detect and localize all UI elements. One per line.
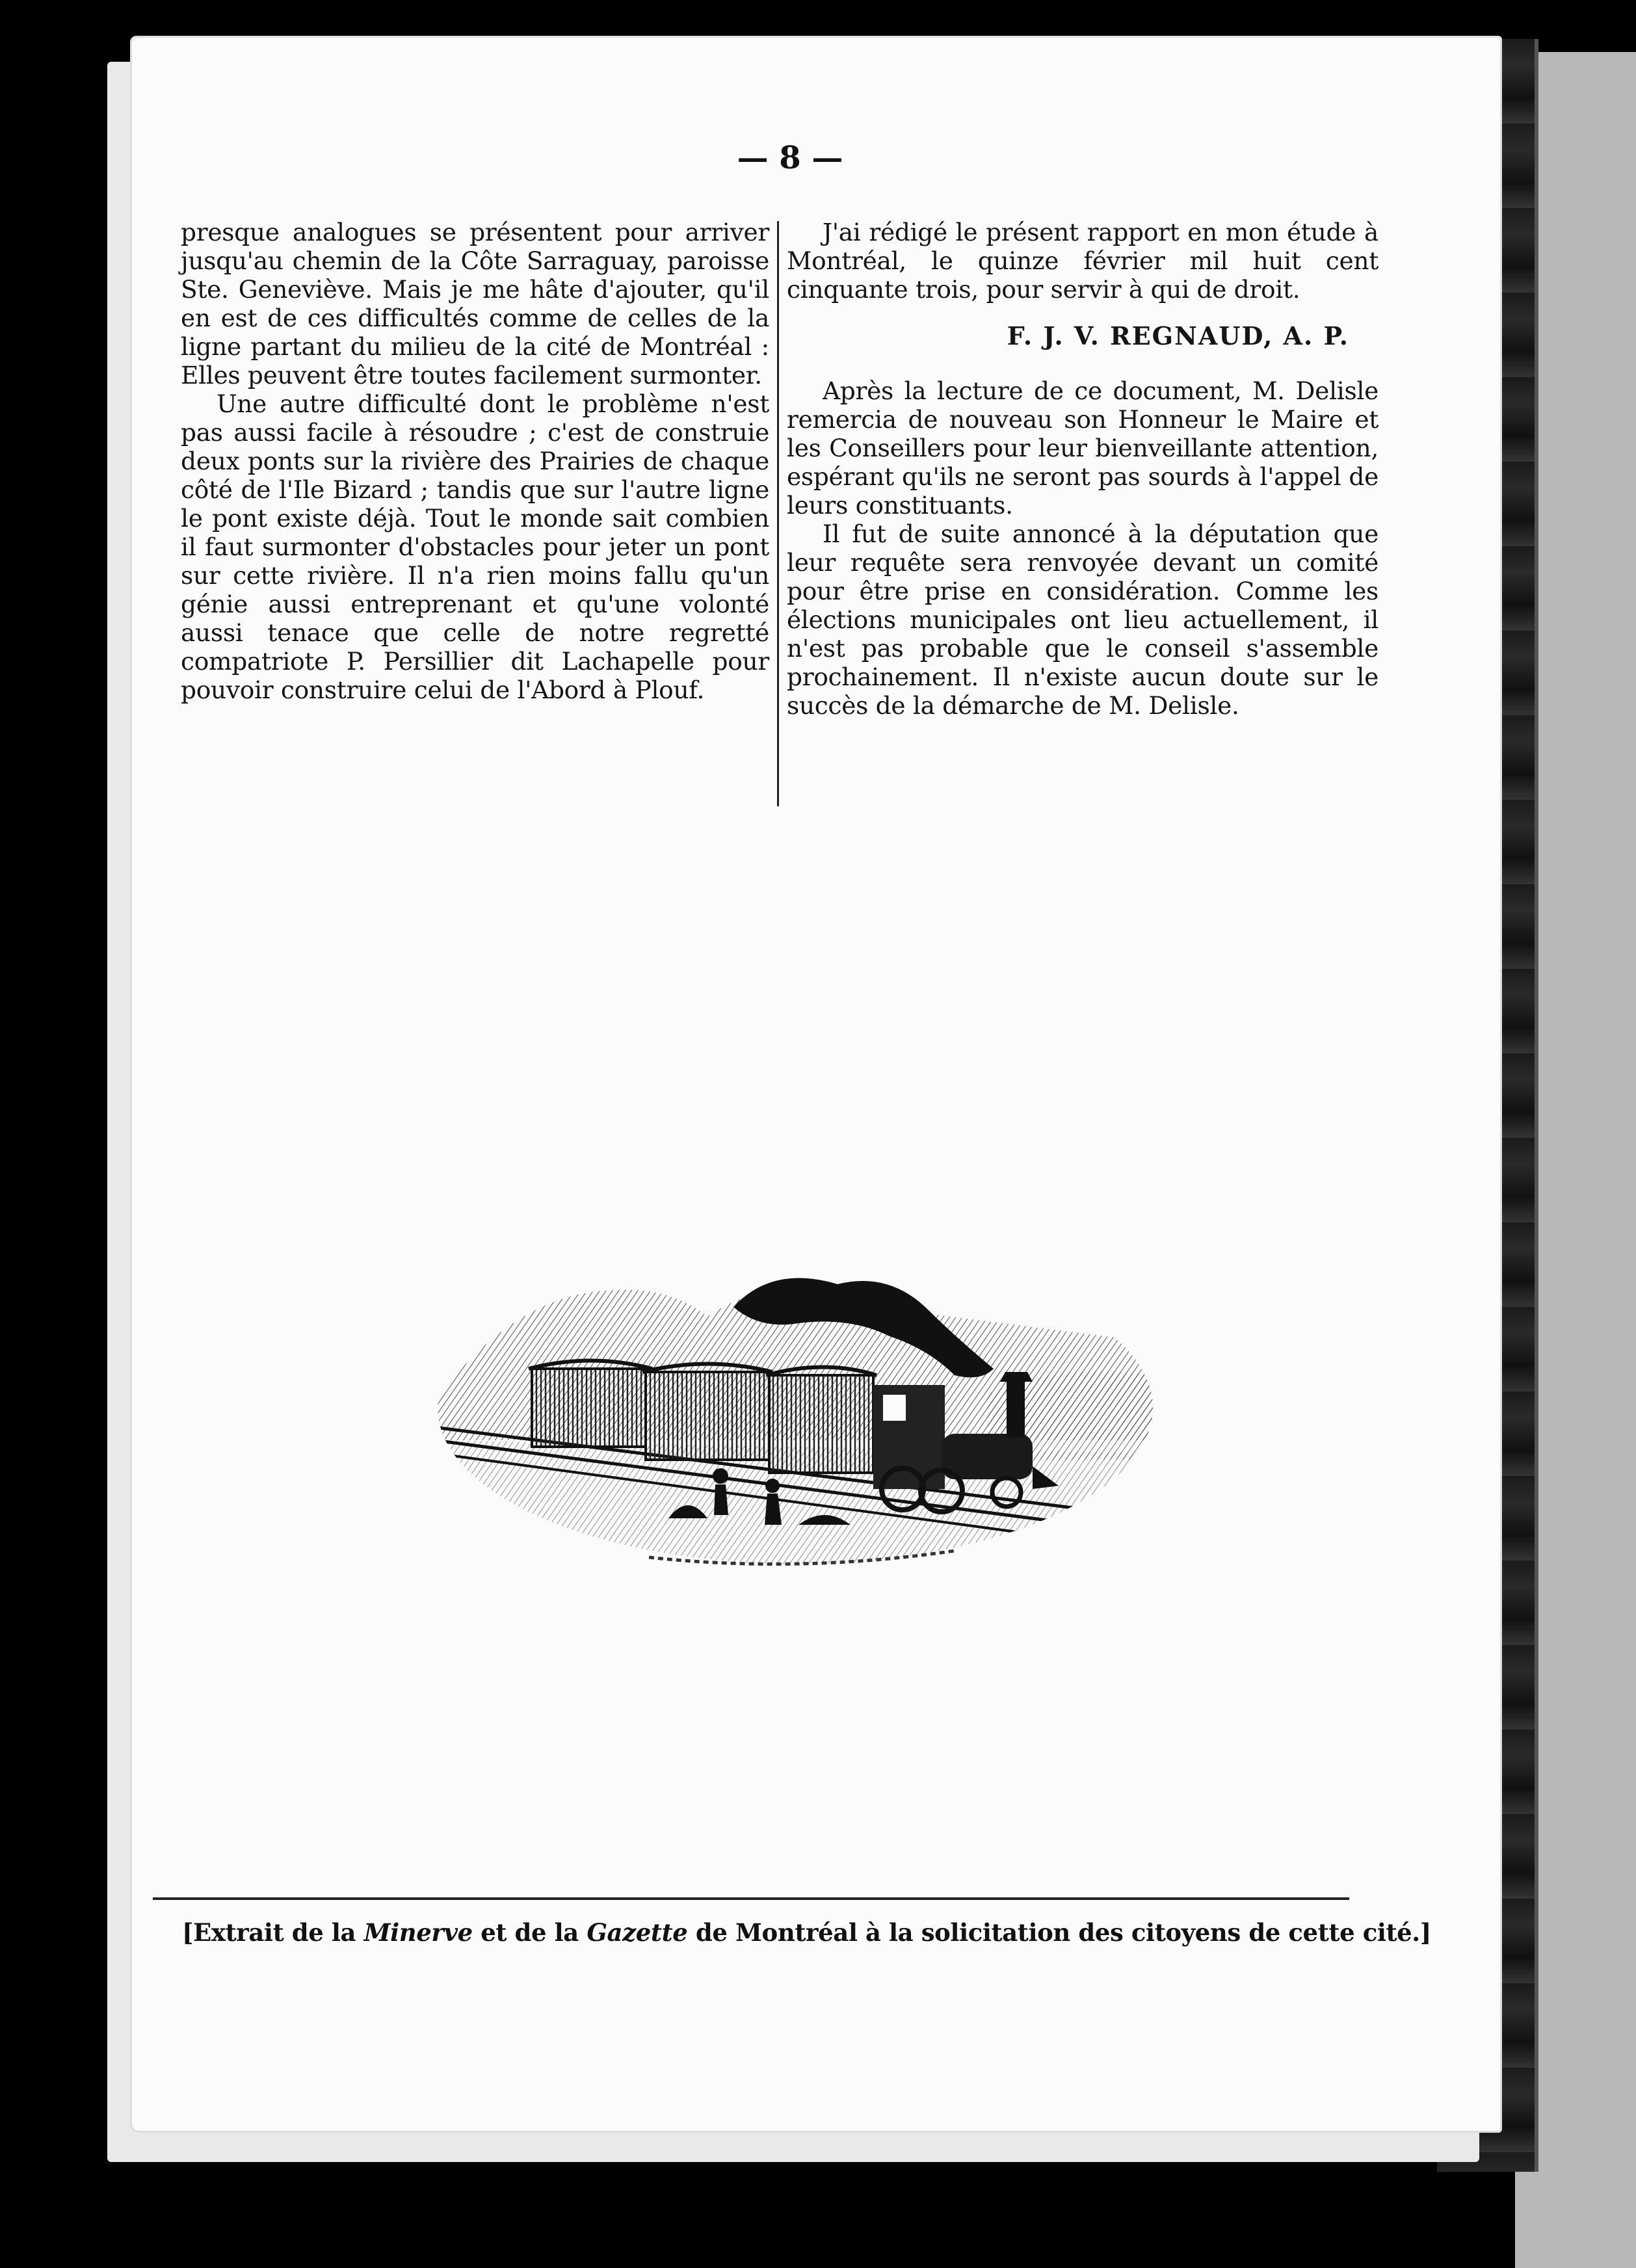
footer-rule bbox=[153, 1897, 1349, 1900]
train-engraving-icon bbox=[434, 1245, 1156, 1577]
right-paragraph-2: Après la lecture de ce document, M. Delisle remercia de nouveau son Honneur le Maire et les Conseillers pour leur bienveillante attention, espérant qu'ils ne seront pas sourds à l'appel de leurs constituants. bbox=[787, 376, 1379, 520]
left-paragraph-1: presque analogues se présentent pour arriver jusqu'au chemin de la Côte Sarraguay, paroisse Ste. Geneviève. Mais je me hâte d'ajouter, qu'il en est de ces difficultés comme de celles de la ligne partant du milieu de la cité de Montréal : Elles peuvent être toutes facilement surmonter. bbox=[181, 218, 769, 389]
footer-note bbox=[182, 1918, 1431, 1947]
left-column bbox=[181, 218, 769, 704]
footer-paper-gazette: Gazette bbox=[587, 1918, 688, 1947]
signature: F. J. V. REGNAUD, A. P. bbox=[1007, 321, 1349, 350]
right-paragraph-1: J'ai rédigé le présent rapport en mon étude à Montréal, le quinze février mil huit cent cinquante trois, pour servir à qui de droit. bbox=[787, 218, 1379, 304]
footer-prefix: [Extrait de la bbox=[182, 1918, 364, 1947]
left-paragraph-2: Une autre difficulté dont le problème n'est pas aussi facile à résoudre ; c'est de construie deux ponts sur la rivière des Prairies de chaque côté de l'Ile Bizard ; tandis que sur l'autre ligne le pont existe déjà. Tout le monde sait combien il faut surmonter d'obstacles pour jeter un pont sur cette rivière. Il n'a rien moins fallu qu'un génie aussi entreprenant et qu'une volonté aussi tenace que celle de notre regretté compatriote P. Persillier dit Lachapelle pour pouvoir construire celui de l'Abord à Plouf. bbox=[181, 389, 769, 704]
footer-paper-minerve: Minerve bbox=[363, 1918, 473, 1947]
page-number: — 8 — bbox=[737, 140, 843, 176]
column-divider bbox=[777, 221, 779, 806]
footer-suffix: de Montréal à la solicitation des citoyens de cette cité.] bbox=[687, 1918, 1431, 1947]
footer-middle: et de la bbox=[472, 1918, 587, 1947]
right-column bbox=[787, 218, 1379, 720]
right-paragraph-3: Il fut de suite annoncé à la députation que leur requête sera renvoyée devant un comité pour être prise en considération. Comme les élections municipales ont lieu actuellement, il n'est pas probable que le conseil s'assemble prochainement. Il n'existe aucun doute sur le succès de la démarche de M. Delisle. bbox=[787, 520, 1379, 720]
